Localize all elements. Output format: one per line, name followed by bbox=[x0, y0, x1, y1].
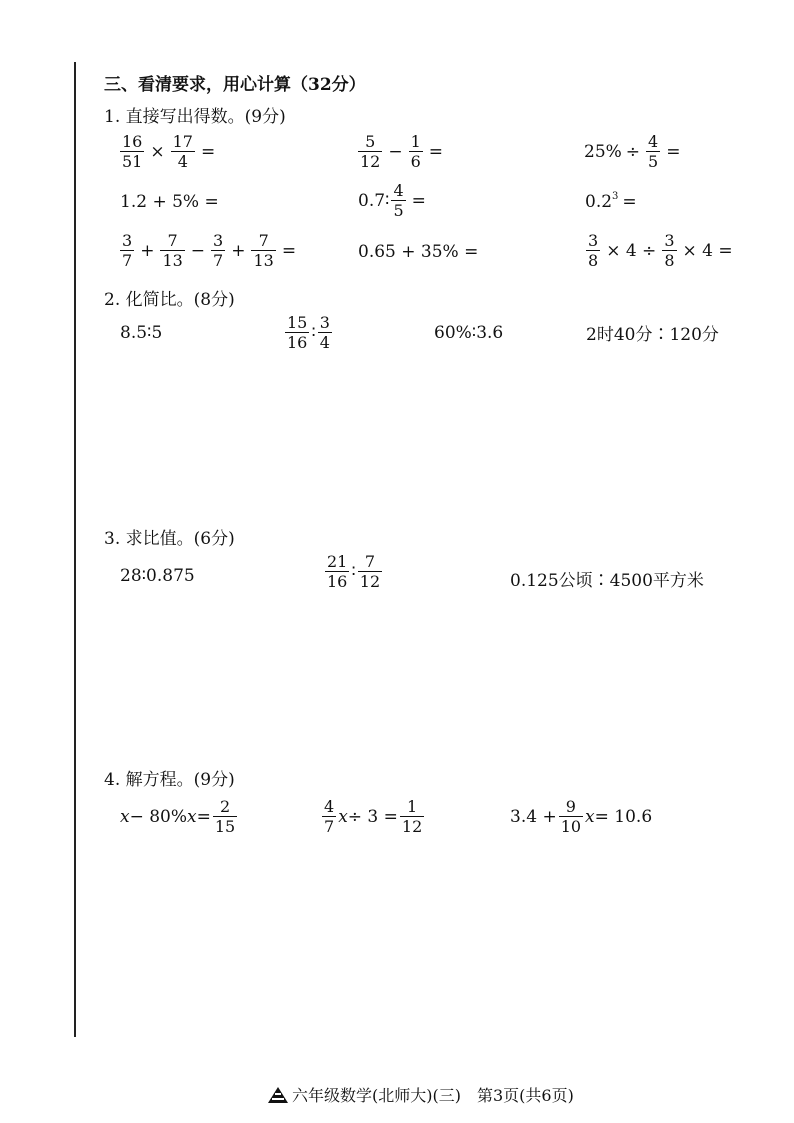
q2-item-b: $\frac{15}{16}$ ∶ $\frac{3}{4}$ bbox=[287, 313, 330, 352]
fraction: $\frac{7}{12}$ bbox=[359, 552, 381, 591]
fraction: $\frac{1}{12}$ bbox=[401, 797, 423, 836]
q1-item-c: 25% ÷ $\frac{4}{5}$ = bbox=[584, 132, 681, 171]
q4-item-b: $\frac{4}{7}$ x ÷ 3 = $\frac{1}{12}$ bbox=[324, 797, 423, 836]
q1-item-a: $\frac{16}{51}$ × $\frac{17}{4}$ = bbox=[122, 132, 216, 171]
q1-item-i: $\frac{3}{8}$ × 4 ÷ $\frac{3}{8}$ × 4 = bbox=[588, 231, 733, 270]
fraction: $\frac{7}{13}$ bbox=[162, 231, 183, 270]
footer-text: 六年级数学(北师大)(三) 第3页(共6页) bbox=[292, 1086, 574, 1105]
fraction: $\frac{3}{7}$ bbox=[122, 231, 133, 270]
fraction: $\frac{1}{6}$ bbox=[410, 132, 421, 171]
fraction: $\frac{16}{51}$ bbox=[122, 132, 143, 171]
q4-item-a: x − 80% x = $\frac{2}{15}$ bbox=[120, 797, 236, 836]
fraction: $\frac{3}{4}$ bbox=[319, 313, 330, 352]
q1-title: 1. 直接写出得数。(9分) bbox=[104, 107, 286, 127]
q2-item-a: 8.5∶5 bbox=[120, 323, 163, 343]
q2-item-c: 60%∶3.6 bbox=[434, 323, 504, 343]
q1-item-d: 1.2 + 5% = bbox=[120, 192, 219, 212]
q1-item-e: 0.7∶ $\frac{4}{5}$ = bbox=[358, 181, 426, 220]
q4-title: 4. 解方程。(9分) bbox=[104, 770, 235, 790]
q1-item-f: 0.2 3 = bbox=[585, 190, 637, 212]
fraction: $\frac{3}{8}$ bbox=[664, 231, 675, 270]
fraction: $\frac{17}{4}$ bbox=[172, 132, 193, 171]
q3-item-c: 0.125公顷∶4500平方米 bbox=[510, 571, 704, 591]
fraction: $\frac{15}{16}$ bbox=[287, 313, 308, 352]
fraction: $\frac{5}{12}$ bbox=[360, 132, 381, 171]
q1-item-b: $\frac{5}{12}$ − $\frac{1}{6}$ = bbox=[360, 132, 444, 171]
q1-item-g: $\frac{3}{7}$ + $\frac{7}{13}$ − $\frac{3}{7}$ + $\frac{7}{13}$ = bbox=[122, 231, 297, 270]
section-title: 三、看清要求，用心计算（32分） bbox=[104, 75, 366, 95]
fraction: $\frac{21}{16}$ bbox=[327, 552, 348, 591]
fraction: $\frac{4}{7}$ bbox=[324, 797, 335, 836]
margin-line bbox=[74, 62, 76, 1037]
publisher-logo-icon bbox=[268, 1087, 288, 1103]
q3-item-b: $\frac{21}{16}$ ∶ $\frac{7}{12}$ bbox=[327, 552, 381, 591]
fraction: $\frac{9}{10}$ bbox=[560, 797, 582, 836]
q3-title: 3. 求比值。(6分) bbox=[104, 529, 235, 549]
fraction: $\frac{4}{5}$ bbox=[648, 132, 659, 171]
fraction: $\frac{3}{8}$ bbox=[588, 231, 599, 270]
q2-title: 2. 化简比。(8分) bbox=[104, 290, 235, 310]
q2-item-d: 2时40分∶120分 bbox=[586, 325, 719, 345]
q1-item-h: 0.65 + 35% = bbox=[358, 242, 479, 262]
fraction: $\frac{2}{15}$ bbox=[214, 797, 236, 836]
fraction: $\frac{3}{7}$ bbox=[213, 231, 224, 270]
q3-item-a: 28∶0.875 bbox=[120, 566, 195, 586]
fraction: $\frac{7}{13}$ bbox=[253, 231, 274, 270]
page-footer bbox=[268, 1083, 574, 1106]
fraction: $\frac{4}{5}$ bbox=[393, 181, 404, 220]
q4-item-c: 3.4 + $\frac{9}{10}$ x = 10.6 bbox=[510, 797, 653, 836]
